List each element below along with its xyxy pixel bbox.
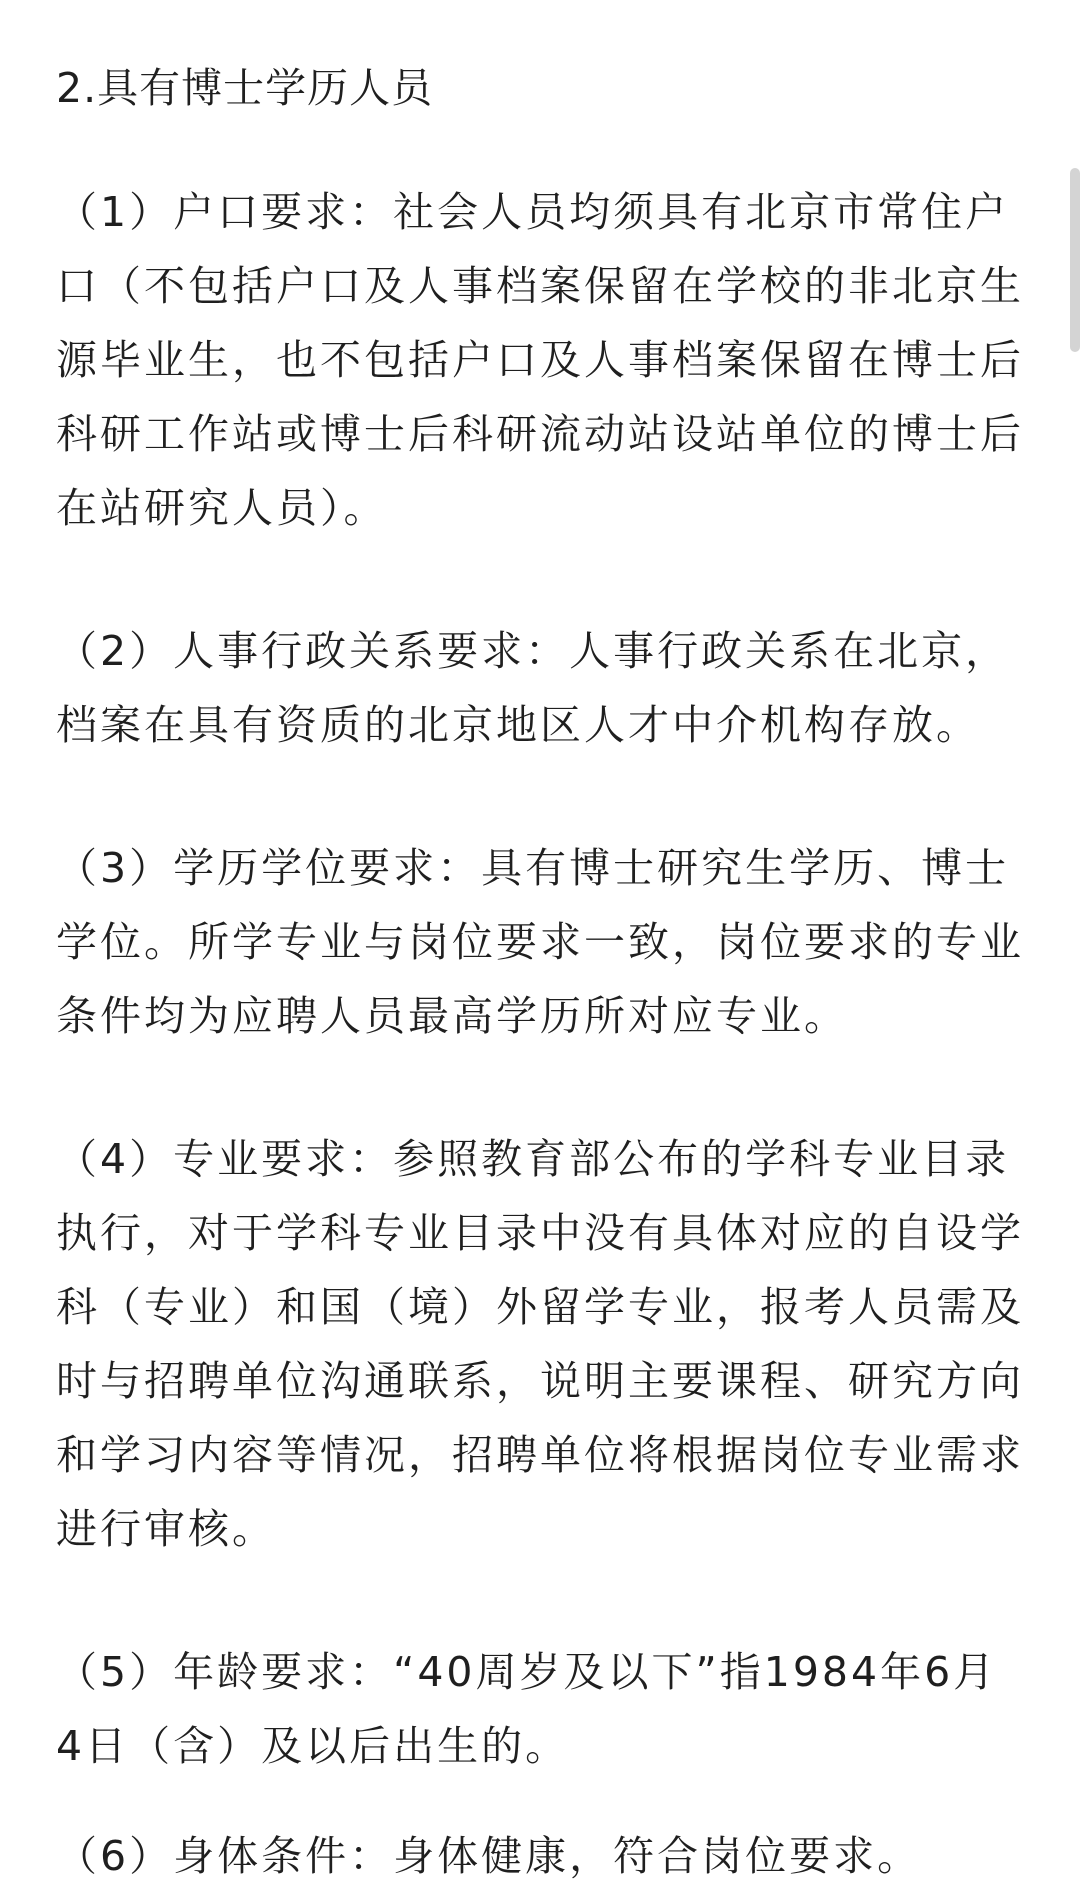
cut-off-text-line: [56, 1832, 1024, 1880]
paragraph-personnel-relations: （2）人事行政关系要求：人事行政关系在北京，档案在具有资质的北京地区人才中介机构存放。: [56, 627, 1010, 749]
cut-off-text: （6）身体条件：身体健康，符合岗位要求。: [56, 1832, 922, 1880]
paragraph-major-requirement: （4）专业要求：参照教育部公布的学科专业目录执行，对于学科专业目录中没有具体对应的自设学科（专业）和国（境）外留学专业，报考人员需及时与招聘单位沟通联系，说明主要课程、研究方向和学习内容等情况，招聘单位将根据岗位专业需求进行审核。: [56, 1135, 1024, 1553]
section-heading: 2.具有博士学历人员: [56, 64, 434, 112]
scrollbar-thumb[interactable]: [1070, 168, 1080, 352]
paragraph-education-degree: （3）学历学位要求：具有博士研究生学历、博士学位。所学专业与岗位要求一致，岗位要求的专业条件均为应聘人员最高学历所对应专业。: [56, 844, 1024, 1040]
article-content: [56, 56, 1024, 1852]
paragraph-household-registration: （1）户口要求：社会人员均须具有北京市常住户口（不包括户口及人事档案保留在学校的非北京生源毕业生，也不包括户口及人事档案保留在博士后科研工作站或博士后科研流动站设站单位的博士后在站研究人员）。: [56, 188, 1024, 532]
paragraph-age-requirement: （5）年龄要求：“40周岁及以下”指1984年6月4日（含）及以后出生的。: [56, 1648, 998, 1770]
